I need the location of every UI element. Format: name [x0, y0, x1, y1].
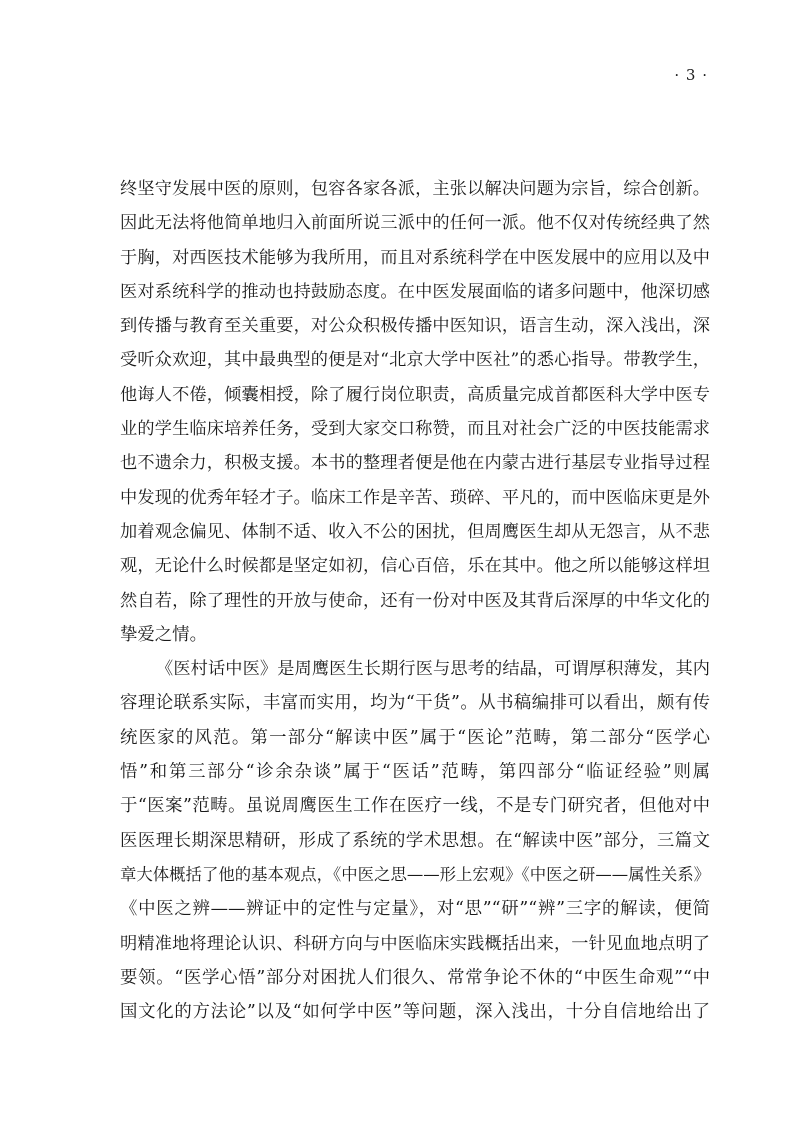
page-number: · 3 · — [674, 66, 708, 84]
text-line: 然自若，除了理性的开放与使命，还有一份对中医及其背后深厚的中华文化的 — [120, 590, 710, 611]
text-line: 业的学生临床培养任务，受到大家交口称赞，而且对社会广泛的中医技能需求 — [120, 419, 710, 440]
text-line: 医医理长期深思精研，形成了系统的学术思想。在“解读中医”部分，三篇文 — [120, 830, 710, 851]
text-line: 受听众欢迎，其中最典型的便是对“北京大学中医社”的悉心指导。带教学生， — [120, 350, 710, 371]
text-line: 要领。“医学心悟”部分对困扰人们很久、常常争论不休的“中医生命观”“中 — [120, 967, 710, 988]
text-line: 于胸，对西医技术能够为我所用，而且对系统科学在中医发展中的应用以及中 — [120, 247, 710, 268]
text-line: 中发现的优秀年轻才子。临床工作是辛苦、琐碎、平凡的，而中医临床更是外 — [120, 487, 710, 508]
text-line: 《中医之辨——辨证中的定性与定量》，对“思”“研”“辨”三字的解读，便简 — [120, 899, 710, 920]
paragraph-1 — [120, 172, 710, 652]
text-line: 终坚守发展中医的原则，包容各家各派，主张以解决问题为宗旨，综合创新。 — [120, 179, 710, 199]
text-line: 国文化的方法论”以及“如何学中医”等问题，深入浅出，十分自信地给出了 — [120, 1002, 710, 1023]
text-line: 挚爱之情。 — [120, 624, 207, 645]
text-line: 统医家的风范。第一部分“解读中医”属于“医论”范畴，第二部分“医学心 — [120, 727, 710, 748]
text-line: 加着观念偏见、体制不适、收入不公的困扰，但周鹰医生却从无怨言，从不悲 — [120, 521, 710, 542]
text-line: 《医村话中医》是周鹰医生长期行医与思考的结晶，可谓厚积薄发，其内 — [156, 659, 710, 680]
text-line: 观，无论什么时候都是坚定如初，信心百倍，乐在其中。他之所以能够这样坦 — [120, 556, 710, 577]
paragraph-2 — [120, 652, 710, 1029]
text-line: 到传播与教育至关重要，对公众积极传播中医知识，语言生动，深入浅出，深 — [120, 316, 710, 337]
text-line: 也不遗余力，积极支援。本书的整理者便是他在内蒙古进行基层专业指导过程 — [120, 453, 710, 474]
text-line: 因此无法将他简单地归入前面所说三派中的任何一派。他不仅对传统经典了然 — [120, 213, 710, 234]
text-line: 明精准地将理论认识、科研方向与中医临床实践概括出来，一针见血地点明了 — [120, 933, 710, 954]
text-line: 悟”和第三部分“诊余杂谈”属于“医话”范畴，第四部分“临证经验”则属 — [120, 762, 710, 783]
text-line: 他诲人不倦，倾囊相授，除了履行岗位职责，高质量完成首都医科大学中医专 — [120, 384, 710, 405]
text-line: 容理论联系实际，丰富而实用，均为“干货”。从书稿编排可以看出，颇有传 — [120, 693, 710, 714]
text-line: 章大体概括了他的基本观点，《中医之思——形上宏观》《中医之研——属性关系》 — [120, 864, 711, 884]
text-line: 医对系统科学的推动也持鼓励态度。在中医发展面临的诸多问题中，他深切感 — [120, 281, 710, 302]
text-line: 于“医案”范畴。虽说周鹰医生工作在医疗一线，不是专门研究者，但他对中 — [120, 796, 710, 817]
body-text — [120, 172, 710, 1029]
